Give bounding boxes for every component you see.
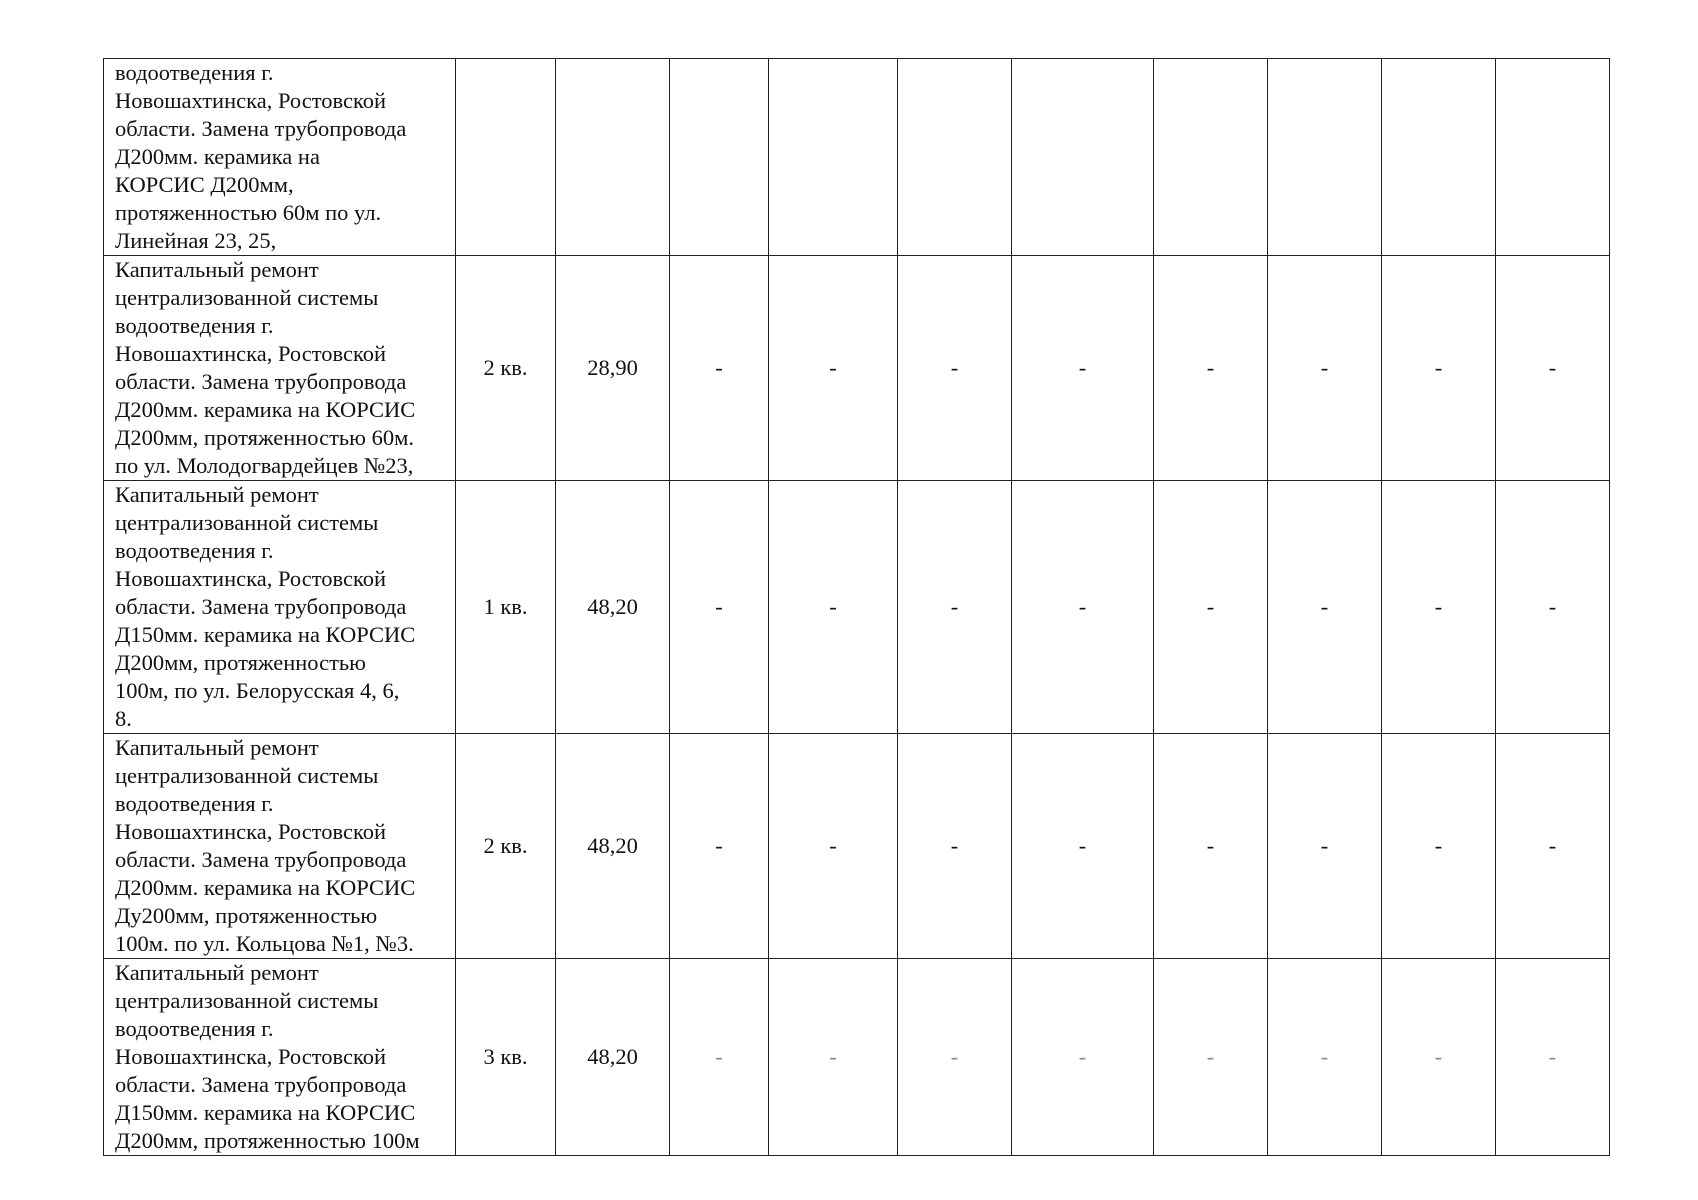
- value-cell: -: [1012, 959, 1154, 1156]
- value-cell: [1268, 59, 1382, 256]
- value-cell: -: [670, 256, 769, 481]
- quarter-cell: [456, 59, 556, 256]
- amount-cell: 28,90: [556, 256, 670, 481]
- amount-cell: [556, 59, 670, 256]
- value-cell: -: [670, 959, 769, 1156]
- table-row: [104, 481, 1610, 734]
- value-cell: -: [1382, 256, 1496, 481]
- value-cell: -: [670, 734, 769, 959]
- amount-cell: 48,20: [556, 734, 670, 959]
- value-cell: -: [1268, 481, 1382, 734]
- quarter-cell: 2 кв.: [456, 734, 556, 959]
- table-row: [104, 256, 1610, 481]
- value-cell: [769, 59, 898, 256]
- value-cell: -: [1496, 959, 1610, 1156]
- value-cell: -: [1268, 734, 1382, 959]
- value-cell: -: [1012, 734, 1154, 959]
- table-row: [104, 734, 1610, 959]
- value-cell: -: [1496, 481, 1610, 734]
- value-cell: -: [1012, 256, 1154, 481]
- quarter-cell: 1 кв.: [456, 481, 556, 734]
- value-cell: -: [898, 734, 1012, 959]
- value-cell: -: [1268, 256, 1382, 481]
- value-cell: -: [1382, 734, 1496, 959]
- value-cell: [1012, 59, 1154, 256]
- value-cell: -: [1154, 734, 1268, 959]
- value-cell: [670, 59, 769, 256]
- value-cell: -: [769, 734, 898, 959]
- value-cell: [1154, 59, 1268, 256]
- works-table: [103, 58, 1610, 1156]
- value-cell: -: [769, 481, 898, 734]
- quarter-cell: 2 кв.: [456, 256, 556, 481]
- value-cell: -: [898, 256, 1012, 481]
- work-description: Капитальный ремонт централизованной системы водоотведения г. Новошахтинска, Ростовской области. Замена трубопровода Д150мм. керамика на КОРСИС Д200мм, протяженностью 100м, по ул. Белорусская 4, 6, 8.: [104, 481, 456, 734]
- amount-cell: 48,20: [556, 481, 670, 734]
- table-row: [104, 959, 1610, 1156]
- value-cell: -: [1154, 481, 1268, 734]
- value-cell: -: [769, 959, 898, 1156]
- table-row: [104, 59, 1610, 256]
- value-cell: -: [1382, 959, 1496, 1156]
- value-cell: -: [1496, 734, 1610, 959]
- value-cell: -: [670, 481, 769, 734]
- value-cell: -: [898, 481, 1012, 734]
- value-cell: -: [1154, 256, 1268, 481]
- value-cell: [1382, 59, 1496, 256]
- value-cell: -: [1012, 481, 1154, 734]
- quarter-cell: 3 кв.: [456, 959, 556, 1156]
- amount-cell: 48,20: [556, 959, 670, 1156]
- value-cell: -: [1496, 256, 1610, 481]
- work-description: Капитальный ремонт централизованной системы водоотведения г. Новошахтинска, Ростовской области. Замена трубопровода Д200мм. керамика на КОРСИС Д200мм, протяженностью 60м. по ул. Молодогвардейцев №23,: [104, 256, 456, 481]
- work-description: Капитальный ремонт централизованной системы водоотведения г. Новошахтинска, Ростовской области. Замена трубопровода Д150мм. керамика на КОРСИС Д200мм, протяженностью 100м: [104, 959, 456, 1156]
- value-cell: -: [1154, 959, 1268, 1156]
- value-cell: -: [898, 959, 1012, 1156]
- value-cell: -: [769, 256, 898, 481]
- work-description: Капитальный ремонт централизованной системы водоотведения г. Новошахтинска, Ростовской области. Замена трубопровода Д200мм. керамика на КОРСИС Ду200мм, протяженностью 100м. по ул. Кольцова №1, №3.: [104, 734, 456, 959]
- value-cell: -: [1268, 959, 1382, 1156]
- work-description: водоотведения г. Новошахтинска, Ростовской области. Замена трубопровода Д200мм. керамика на КОРСИС Д200мм, протяженностью 60м по ул. Линейная 23, 25,: [104, 59, 456, 256]
- value-cell: [1496, 59, 1610, 256]
- value-cell: [898, 59, 1012, 256]
- value-cell: -: [1382, 481, 1496, 734]
